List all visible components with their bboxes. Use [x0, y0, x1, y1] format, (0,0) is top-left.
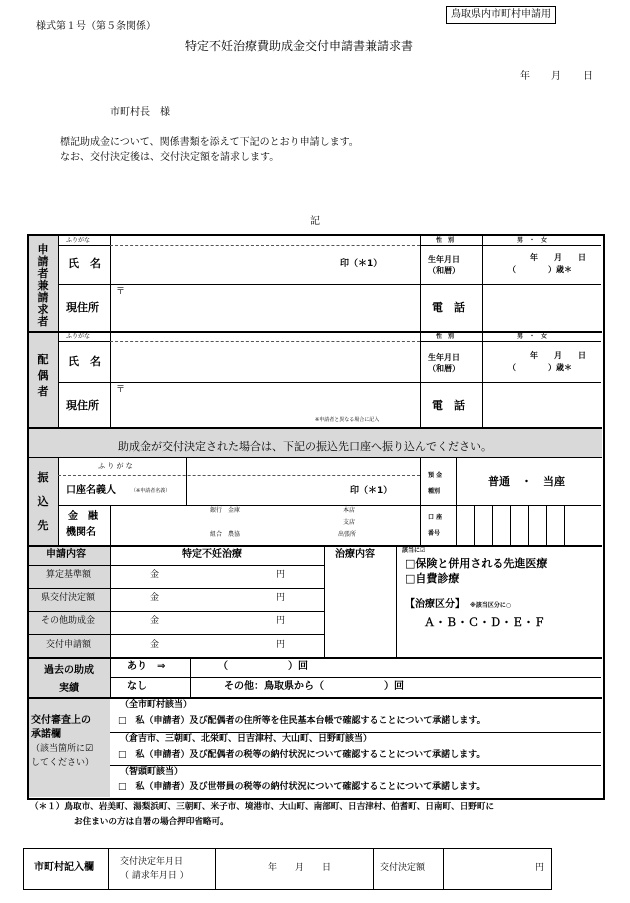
consent-checkbox-text[interactable]: □ 私（申請者）及び世帯員の税等の納付状況について確認することについて承諾します。 [118, 782, 486, 792]
deposit-type-options[interactable]: 普通 ・ 当座 [488, 475, 565, 488]
date-month: 月 [551, 71, 561, 82]
past-count: （ ）回 [218, 661, 308, 672]
footnote-line-1: （＊１）鳥取市、岩美町、湯梨浜町、三朝町、米子市、境港市、大山町、南部町、日吉津村、伯耆町、日南町、日野町に [30, 802, 495, 812]
spouse-name-label: 氏 名 [68, 355, 101, 368]
applicant-seal: 印（＊1） [340, 259, 383, 269]
amount-row-label: 交付申請額 [46, 640, 92, 650]
check-note: 該当に☑ [402, 547, 426, 554]
bank-notice: 助成金が交付決定された場合は、下記の振込先口座へ振り込んでください。 [118, 440, 492, 453]
spouse-birth-label: 生年月日 （和暦） [428, 353, 460, 373]
branch-office: 出張所 [338, 531, 357, 538]
applicant-name-label: 氏 名 [68, 257, 101, 270]
applicant-postal: 〒 [116, 287, 126, 297]
spouse-postal: 〒 [116, 385, 126, 395]
form-number: 様式第１号（第５条関係） [36, 21, 156, 32]
branch-sub: 支店 [343, 519, 356, 526]
intro-line-1: 標記助成金について、関係書類を添えて下記のとおり申請します。 [60, 137, 359, 148]
institution-label: 金 融 機関名 [66, 511, 98, 538]
addressee: 市町村長 様 [110, 107, 170, 118]
amount-row-label: 県交付決定額 [41, 593, 96, 603]
applicant-phone-label: 電 話 [432, 301, 465, 314]
amount-row-label: 算定基準額 [46, 570, 92, 580]
treatment-option-advanced[interactable]: □保険と併用される先進医療 [405, 557, 548, 570]
ki-label: 記 [310, 216, 320, 227]
spouse-furigana-label: ふりがな [66, 333, 91, 340]
date-year: 年 [520, 71, 530, 82]
past-label: 過去の助成 実績 [44, 665, 94, 694]
treatment-option-self-pay[interactable]: □自費診療 [405, 572, 460, 585]
spouse-phone-label: 電 話 [432, 399, 465, 412]
applicant-birth-label: 生年月日 （和暦） [428, 255, 460, 275]
amount-yen: 円 [276, 640, 286, 650]
page-title: 特定不妊治療費助成金交付申請書兼請求書 [185, 39, 414, 53]
amount-kin: 金 [150, 593, 160, 603]
spouse-sex-options[interactable]: 男 ・ 女 [517, 333, 548, 340]
spouse-section-label: 配 偶 者 [37, 353, 49, 398]
consent-group-header: （全市町村該当） [120, 700, 193, 710]
applicant-age[interactable]: （ ）歳＊ [508, 265, 572, 274]
deposit-type-label: 預 金 種別 [428, 472, 443, 495]
applicant-birth-ymd[interactable]: 年 月 日 [530, 253, 586, 262]
content-value: 特定不妊治療 [182, 549, 242, 560]
consent-group-header: （倉吉市、三朝町、北栄町、日吉津村、大山町、日野町該当） [120, 734, 373, 744]
consent-group-header: （智頭町該当） [120, 767, 184, 777]
amount-yen: 円 [276, 593, 286, 603]
bank-type-bank: 銀行 金庫 [210, 507, 241, 514]
applicant-sex-label: 性 別 [436, 237, 455, 244]
account-holder-label: 口座名義人 [66, 485, 116, 496]
applicant-section-label: 申 請 者 兼 請 求 者 [37, 243, 49, 328]
account-holder-note: （※申請者名義） [131, 488, 171, 494]
header-tag: 鳥取県内市町村申請用 [446, 6, 556, 24]
bank-section-label: 振 込 先 [37, 471, 49, 532]
branch-main: 本店 [343, 507, 356, 514]
amount-yen: 円 [276, 616, 286, 626]
category-options[interactable]: Ａ・Ｂ・Ｃ・Ｄ・Ｅ・Ｆ [424, 616, 545, 629]
decision-date-ymd: 年 月 日 [268, 863, 332, 873]
footnote-line-2: お住まいの方は自署の場合押印省略可。 [74, 817, 229, 827]
content-label: 申請内容 [46, 549, 86, 560]
spouse-birth-ymd[interactable]: 年 月 日 [530, 351, 586, 360]
date-day: 日 [583, 71, 593, 82]
applicant-address-label: 現住所 [66, 301, 99, 314]
decision-amount-yen: 円 [535, 863, 545, 873]
applicant-furigana-label: ふりがな [66, 237, 91, 244]
category-label: 【治療区分】 [405, 599, 465, 610]
spouse-age[interactable]: （ ）歳＊ [508, 363, 572, 372]
office-use-label: 市町村記入欄 [34, 862, 94, 873]
bank-type-union: 組合 農協 [210, 531, 241, 538]
decision-amount-label: 交付決定額 [380, 863, 426, 873]
amount-yen: 円 [276, 570, 286, 580]
amount-kin: 金 [150, 640, 160, 650]
past-other: その他：鳥取県から（ ）回 [224, 681, 404, 692]
decision-date-label: 交付決定年月日 （ 請求年月日 ） [120, 857, 189, 881]
applicant-sex-options[interactable]: 男 ・ 女 [517, 237, 548, 244]
spouse-address-label: 現住所 [66, 399, 99, 412]
spouse-address-note: ※申請者と異なる場合に記入 [315, 417, 380, 423]
consent-label: 交付審査上の 承諾欄 （該当箇所に☑ してください） [31, 715, 95, 768]
consent-checkbox-text[interactable]: □ 私（申請者）及び配偶者の税等の納付状況について確認することについて承諾します。 [118, 750, 486, 760]
amount-row-label: その他助成金 [41, 616, 96, 626]
consent-checkbox-text[interactable]: □ 私（申請者）及び配偶者の住所等を住民基本台帳で確認することについて承諾します。 [118, 716, 486, 726]
bank-furigana-label: ふ り が な [98, 462, 133, 470]
past-no[interactable]: なし [127, 681, 147, 692]
category-note: ※該当区分に○ [470, 602, 512, 609]
intro-line-2: なお、交付決定後は、交付決定額を請求します。 [60, 152, 280, 163]
spouse-sex-label: 性 別 [436, 333, 455, 340]
past-yes[interactable]: あり ⇒ [127, 661, 166, 672]
amount-kin: 金 [150, 616, 160, 626]
bank-seal: 印（＊1） [350, 486, 393, 496]
amount-kin: 金 [150, 570, 160, 580]
treatment-label: 治療内容 [335, 549, 375, 560]
account-number-label: 口 座 番号 [428, 514, 443, 537]
